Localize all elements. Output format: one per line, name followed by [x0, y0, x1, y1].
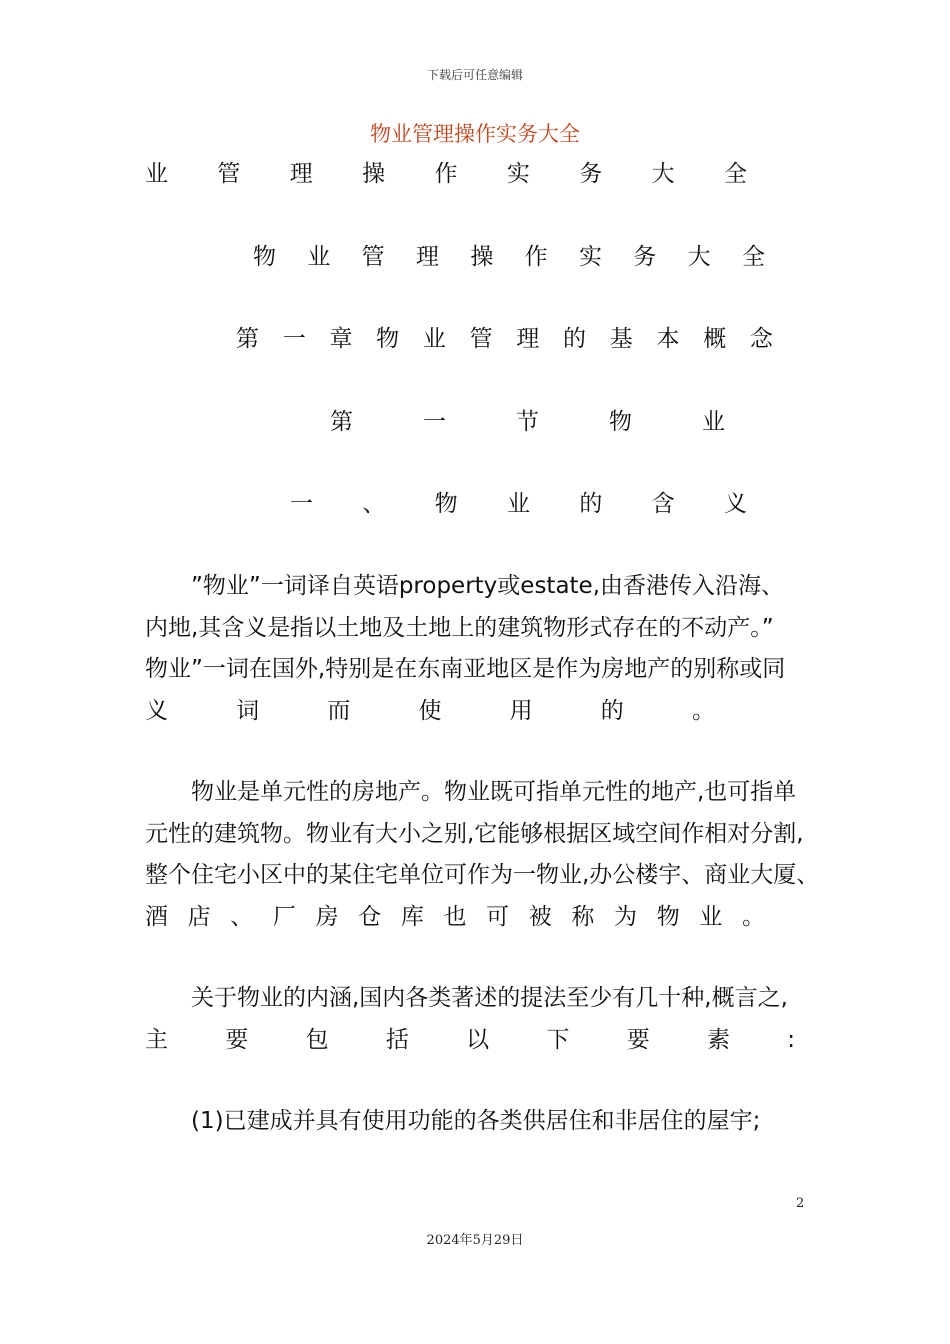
- heading-char: 业: [702, 409, 725, 435]
- section-heading: [330, 407, 725, 437]
- heading-char: 业: [145, 161, 168, 187]
- heading-char: 一: [282, 326, 306, 352]
- paragraph-char: 厂: [272, 903, 296, 930]
- heading-char: 理: [516, 326, 540, 352]
- paragraph-line: 关于物业的内涵,国内各类著述的提法至少有几十种,概言之,: [191, 985, 788, 1011]
- paragraph-char: 括: [385, 1026, 409, 1053]
- paragraph-line: 物业是单元性的房地产。物业既可指单元性的地产,也可指单: [191, 779, 797, 805]
- paragraph-char: 使: [418, 697, 442, 724]
- heading-char: 务: [579, 161, 603, 187]
- heading-char: 物: [434, 491, 458, 517]
- heading-char: 实: [578, 244, 602, 270]
- paragraph-line: 物业”一词在国外,特别是在东南亚地区是作为房地产的别称或同: [145, 656, 786, 682]
- heading-line-1: [145, 159, 747, 189]
- paragraph-char: 的: [600, 697, 624, 724]
- heading-char: 作: [434, 161, 458, 187]
- paragraph-char: 店: [187, 903, 211, 930]
- heading-char: 业: [506, 491, 530, 517]
- heading-char: 章: [329, 326, 353, 352]
- paragraph-char: 称: [571, 903, 595, 930]
- heading-char: 管: [217, 161, 241, 187]
- subsection-heading: [290, 489, 747, 519]
- page-footer-date: 2024年5月29日: [426, 1233, 524, 1248]
- paragraph-line: 内地,其含义是指以土地及土地上的建筑物形式存在的不动产。”: [145, 614, 774, 641]
- paragraph-char: 库: [400, 903, 424, 930]
- paragraph-char: 素: [706, 1026, 730, 1053]
- paragraph-char: 以: [466, 1026, 490, 1053]
- paragraph-1: [145, 566, 825, 732]
- heading-char: 念: [749, 326, 773, 352]
- heading-char: 的: [579, 491, 603, 517]
- heading-char: 业: [307, 244, 331, 270]
- heading-char: 管: [361, 244, 385, 270]
- heading-char: 第: [330, 409, 353, 435]
- paragraph-char: 下: [546, 1026, 570, 1053]
- heading-char: 操: [362, 161, 386, 187]
- paragraph-line: 元性的建筑物。物业有大小之别,它能够根据区域空间作相对分割,: [145, 820, 804, 847]
- heading-line-2: [253, 242, 765, 272]
- paragraph-line: ”物业”一词译自英语property或estate,由香港传入沿海、: [191, 573, 785, 599]
- heading-char: 物: [253, 244, 276, 270]
- heading-char: 管: [469, 326, 493, 352]
- heading-char: 作: [524, 244, 548, 270]
- paragraph-char: 。: [741, 903, 765, 930]
- paragraph-char: 而: [327, 697, 351, 724]
- paragraph-justified-line: [145, 897, 765, 939]
- heading-char: 含: [651, 491, 675, 517]
- paragraph-char: 要: [225, 1026, 249, 1053]
- paragraph-char: 也: [443, 903, 467, 930]
- heading-char: 实: [506, 161, 530, 187]
- paragraph-char: 可: [486, 903, 510, 930]
- heading-char: 理: [415, 244, 439, 270]
- heading-char: 一: [290, 491, 313, 517]
- paragraph-char: 、: [230, 903, 254, 930]
- paragraph-char: 包: [305, 1026, 329, 1053]
- paragraph-line: (1)已建成并具有使用功能的各类供居住和非居住的屋宇;: [191, 1108, 761, 1134]
- paragraph-char: 房: [315, 903, 339, 930]
- paragraph-char: 。: [691, 697, 715, 724]
- heading-char: 、: [362, 491, 386, 517]
- paragraph-justified-line: [145, 1020, 795, 1062]
- paragraph-char: :: [787, 1026, 795, 1053]
- paragraph-line: 整个住宅小区中的某住宅单位可作为一物业,办公楼宇、商业大厦、: [145, 862, 820, 888]
- heading-char: 业: [422, 326, 446, 352]
- paragraph-char: 业: [699, 903, 723, 930]
- paragraph-justified-line: [145, 691, 715, 733]
- paragraph-char: 物: [656, 903, 680, 930]
- paragraph-3: [145, 978, 825, 1061]
- page-header-note: 下载后可任意编辑: [426, 68, 523, 82]
- heading-char: 第: [236, 326, 259, 352]
- chapter-heading: [236, 324, 773, 354]
- page-number: 2: [796, 1196, 805, 1211]
- heading-char: 一: [423, 409, 446, 435]
- paragraph-4: [145, 1101, 825, 1143]
- heading-char: 务: [633, 244, 657, 270]
- heading-char: 的: [563, 326, 587, 352]
- heading-char: 本: [656, 326, 680, 352]
- heading-char: 全: [741, 244, 765, 270]
- heading-char: 操: [470, 244, 494, 270]
- heading-char: 物: [609, 409, 632, 435]
- paragraph-char: 被: [528, 903, 552, 930]
- paragraph-char: 主: [145, 1026, 168, 1053]
- heading-char: 大: [651, 161, 675, 187]
- heading-char: 物: [376, 326, 400, 352]
- heading-char: 全: [724, 161, 747, 187]
- heading-char: 义: [723, 491, 747, 517]
- paragraph-char: 为: [614, 903, 638, 930]
- heading-char: 理: [289, 161, 313, 187]
- paragraph-char: 义: [145, 697, 168, 724]
- paragraph-char: 要: [626, 1026, 650, 1053]
- document-title: 物业管理操作实务大全: [370, 122, 580, 146]
- heading-char: 概: [703, 326, 727, 352]
- paragraph-char: 酒: [145, 903, 168, 930]
- paragraph-char: 仓: [358, 903, 382, 930]
- heading-char: 大: [687, 244, 711, 270]
- paragraph-char: 词: [236, 697, 260, 724]
- paragraph-char: 用: [509, 697, 533, 724]
- heading-char: 节: [516, 409, 539, 435]
- paragraph-2: [145, 772, 825, 938]
- heading-char: 基: [609, 326, 633, 352]
